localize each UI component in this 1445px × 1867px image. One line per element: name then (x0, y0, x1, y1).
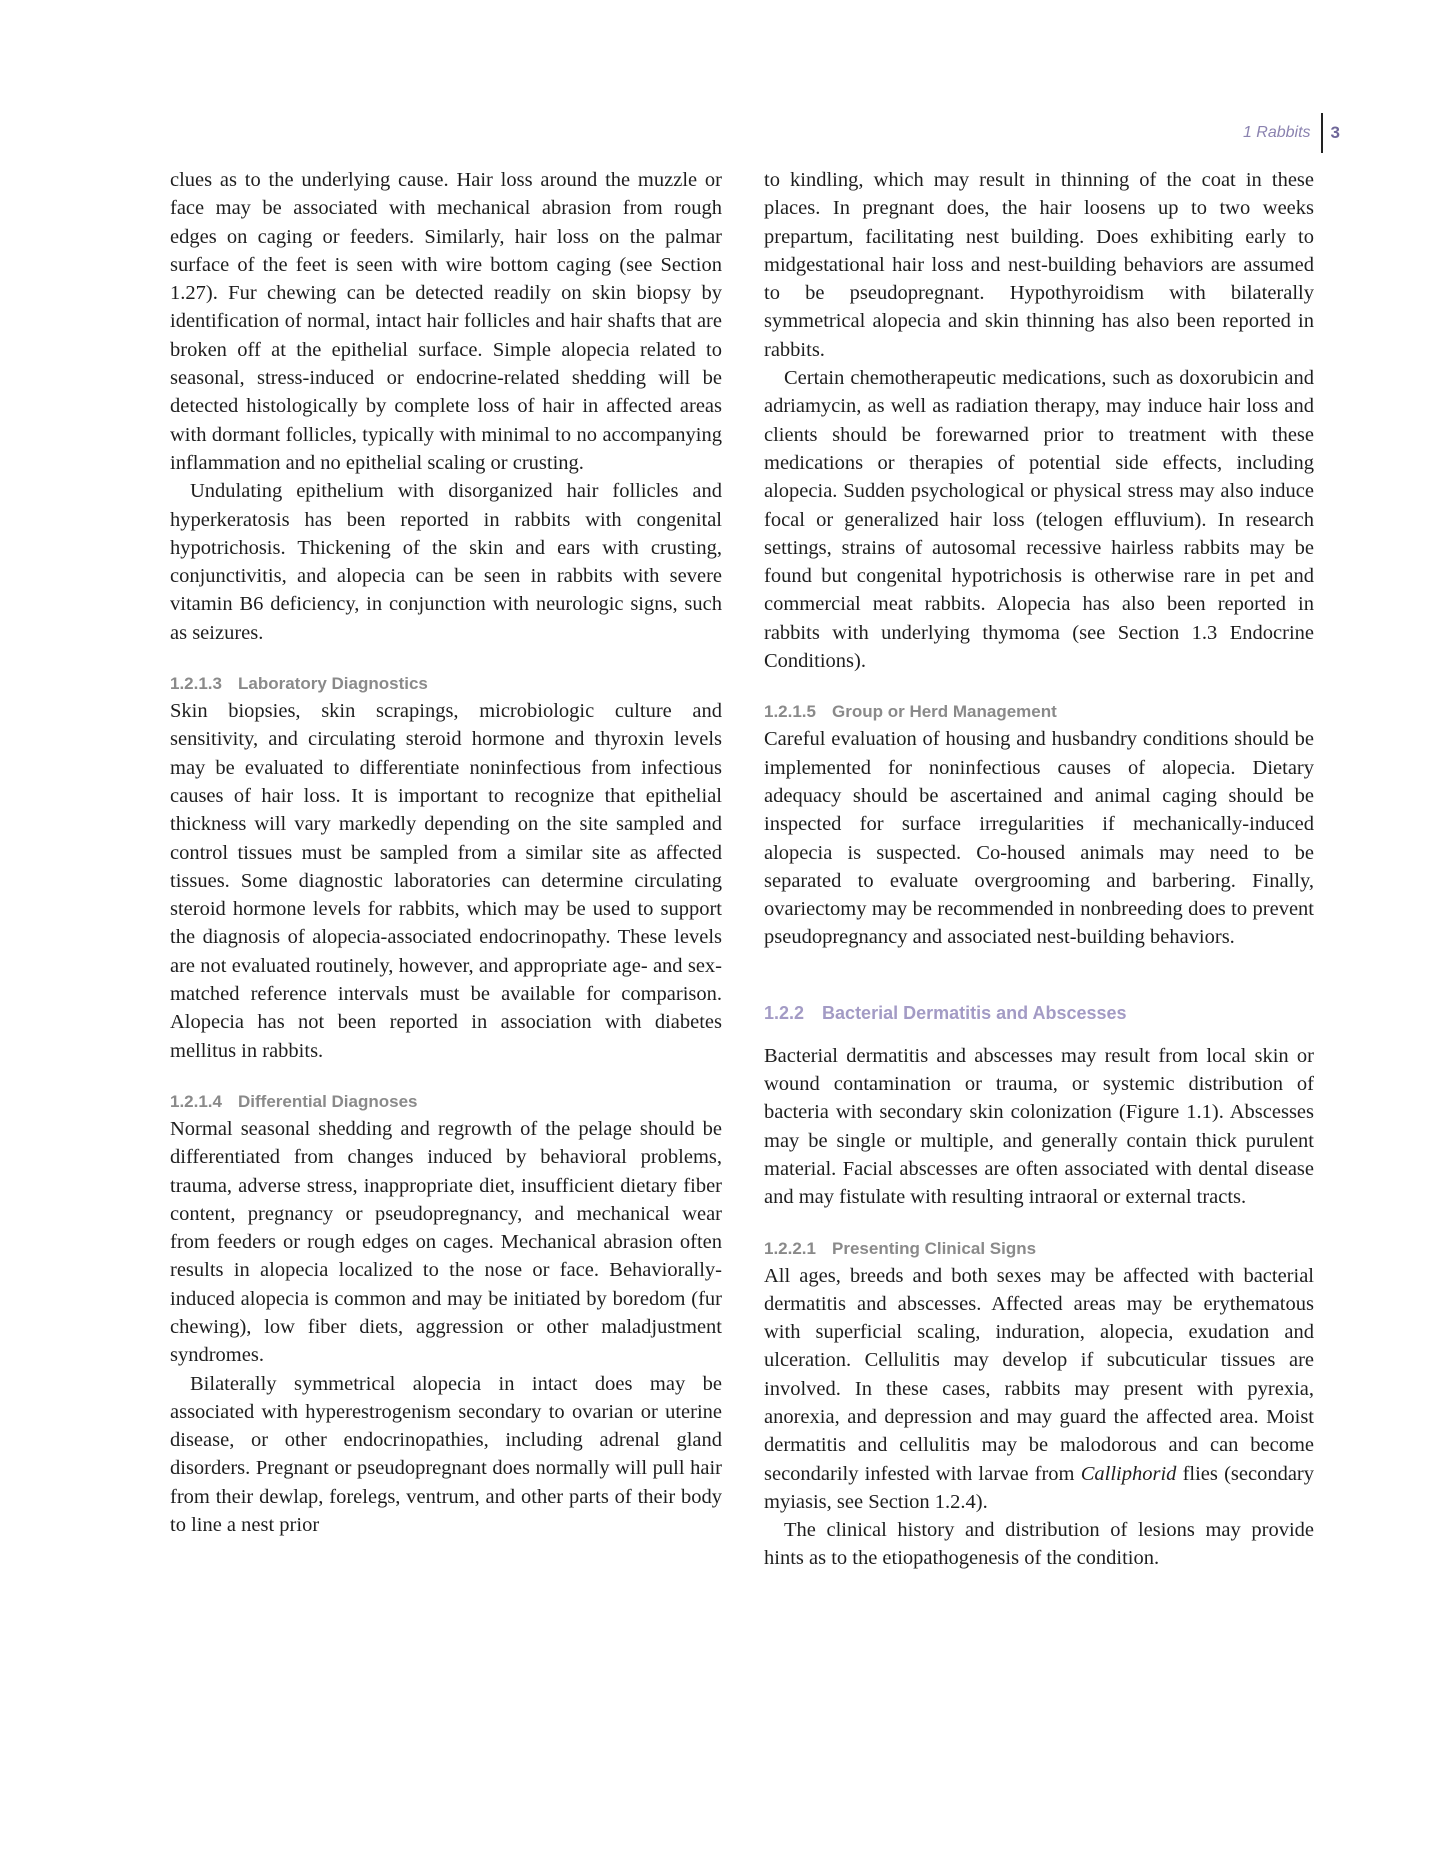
section-number: 1.2.1.5 (764, 702, 816, 722)
chapter-title: 1 Rabbits (1242, 124, 1311, 141)
header-divider (1321, 113, 1323, 153)
paragraph: Bacterial dermatitis and abscesses may result from local skin or wound contamination or trauma, or systemic distribution of bacteria with secondary skin colonization (Figure 1.1). Abscesses may be single or multiple, and generally contain thick purulent material. Facial abscesses are often associated with dental disease and may fistulate with resulting intraoral or external tracts. (764, 1044, 1314, 1209)
section-title: Differential Diagnoses (238, 1091, 418, 1111)
paragraph: Normal seasonal shedding and regrowth of the pelage should be differentiated from changes induced by behavioral problems, trauma, adverse stress, inappropriate diet, insufficient dietary fiber content, pregnancy or pseudopregnancy, and mechanical wear from feeders or rough edges on cages. Mechanical abrasion often results in alopecia localized to the nose or face. Behaviorally-induced alopecia is common and may be initiated by boredom (fur chewing), low fiber diets, aggression or other maladjustment syndromes. (170, 1117, 722, 1367)
subsection-heading (764, 699, 1314, 725)
section-number: 1.2.2.1 (764, 1238, 816, 1258)
section-number: 1.2.2 (764, 1002, 805, 1023)
section-title: Presenting Clinical Signs (832, 1238, 1037, 1258)
left-column (170, 166, 722, 1539)
paragraph: Skin biopsies, skin scrapings, microbiologic culture and sensitivity, and circulating steroid hormone and thyroxin levels may be evaluated to differentiate noninfectious from infectious causes of hair loss. It is important to recognize that epithelial thickness will vary markedly depending on the site sampled and control tissues must be sampled from a similar site as affected tissues. Some diagnostic laboratories can determine circulating steroid hormone levels for rabbits, which may be used to support the diagnosis of alopecia-associated endocrinopathy. These levels are not evaluated routinely, however, and appropriate age- and sex-matched reference intervals must be available for comparison. Alopecia has not been reported in association with diabetes mellitus in rabbits. (170, 700, 722, 1062)
page-number: 3 (1330, 123, 1340, 142)
section-title: Laboratory Diagnostics (238, 674, 428, 694)
right-column (764, 166, 1314, 1573)
paragraph: Bilaterally symmetrical alopecia in intact does may be associated with hyperestrogenism secondary to ovarian or uterine disease, or other endocrinopathies, including adrenal gland disorders. Pregnant or pseudopregnant does normally will pull hair from their dewlap, forelegs, ventrum, and other parts of their body to line a nest prior (170, 1372, 722, 1537)
running-head (1243, 113, 1340, 153)
section-title: Group or Herd Management (832, 702, 1057, 722)
paragraph: Certain chemotherapeutic medications, such as doxorubicin and adriamycin, as well as radiation therapy, may induce hair loss and clients should be forewarned prior to treatment with these medications or therapies of potential side effects, including alopecia. Sudden psychological or physical stress may also induce focal or generalized hair loss (telogen effluvium). In research settings, strains of autosomal recessive hairless rabbits may be found but congenital hypotrichosis is otherwise rare in pet and commercial meat rabbits. Alopecia has also been reported in rabbits with underlying thymoma (see Section 1.3 Endocrine Conditions). (764, 367, 1314, 673)
paragraph (764, 1262, 1314, 1517)
subsection-heading (764, 1236, 1314, 1262)
subsection-heading (170, 1089, 722, 1115)
paragraph: Undulating epithelium with disorganized hair follicles and hyperkeratosis has been reported in rabbits with congenital hypotrichosis. Thickening of the skin and ears with crusting, conjunctivitis, and alopecia can be seen in rabbits with severe vitamin B6 deficiency, in conjunction with neurologic signs, such as seizures. (170, 480, 722, 644)
paragraph: Careful evaluation of housing and husbandry conditions should be implemented for noninfectious causes of alopecia. Dietary adequacy should be ascertained and animal caging should be inspected for surface irregularities if mechanically-induced alopecia is suspected. Co-housed animals may need to be separated to evaluate overgrooming and barbering. Finally, ovariectomy may be recommended in nonbreeding does to prevent pseudopregnancy and associated nest-building behaviors. (764, 728, 1314, 949)
subsection-heading (170, 671, 722, 697)
paragraph: clues as to the underlying cause. Hair loss around the muzzle or face may be associated with mechanical abrasion from rough edges on caging or feeders. Similarly, hair loss on the palmar surface of the feet is seen with wire bottom caging (see Section 1.27). Fur chewing can be detected readily on skin biopsy by identification of normal, intact hair follicles and hair shafts that are broken off at the epithelial surface. Simple alopecia related to seasonal, stress-induced or endocrine-related shedding will be detected histologically by complete loss of hair in affected areas with dormant follicles, typically with minimal to no accompanying inflammation and no epithelial scaling or crusting. (170, 169, 722, 474)
paragraph: to kindling, which may result in thinning of the coat in these places. In pregnant does, the hair loosens up to two weeks prepartum, facilitating nest building. Does exhibiting early to midgestational hair loss and nest-building behaviors are assumed to be pseudopregnant. Hypothyroidism with bilaterally symmetrical alopecia and skin thinning has also been reported in rabbits. (764, 169, 1314, 361)
section-title: Bacterial Dermatitis and Abscesses (822, 1002, 1127, 1023)
section-number: 1.2.1.4 (170, 1091, 222, 1111)
paragraph-text: All ages, breeds and both sexes may be affected with bacterial dermatitis and abscesses. Affected areas may be erythematous with superficial scaling, induration, alopecia, exudation and ulceration. Cellulitis may develop if subcuticular tissues are involved. In these cases, rabbits may present with pyrexia, anorexia, and depression and may guard the affected area. Moist dermatitis and cellulitis may be malodorous and can become secondarily infested with larvae from (764, 1264, 1314, 1485)
section-heading (764, 1000, 1314, 1026)
paragraph-text: flies (secondary myiasis, see Section 1.2.4). (764, 1462, 1314, 1513)
section-number: 1.2.1.3 (170, 674, 222, 694)
paragraph: The clinical history and distribution of lesions may provide hints as to the etiopathogenesis of the condition. (764, 1519, 1314, 1570)
genus-name: Calliphorid (1080, 1462, 1177, 1485)
